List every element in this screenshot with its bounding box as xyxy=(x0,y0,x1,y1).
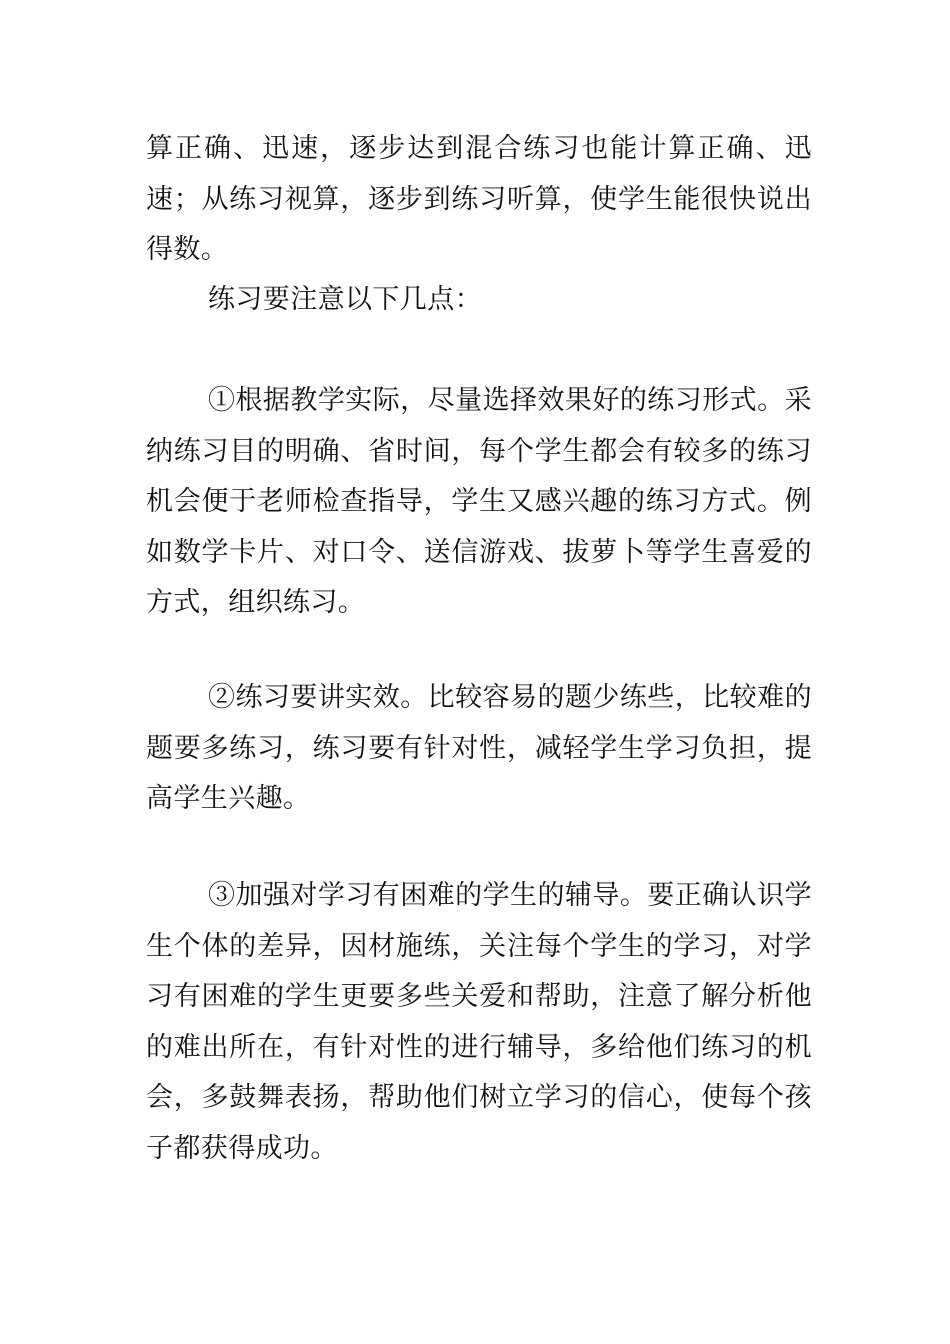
paragraph-point-3: ③加强对学习有困难的学生的辅导。要正确认识学生个体的差异，因材施练，关注每个学生的学习，对学习有困难的学生更要多些关爱和帮助，注意了解分析他的难出所在，有针对性的进行辅导，多给他们练习的机会，多鼓舞表扬，帮助他们树立学习的信心，使每个孩子都获得成功。 xyxy=(146,880,812,1164)
paragraph-continuation: 算正确、迅速，逐步达到混合练习也能计算正确、迅速；从练习视算，逐步到练习听算，使学生能很快说出得数。 xyxy=(146,133,812,265)
paragraph-practice-notes-heading: 练习要注意以下几点： xyxy=(208,284,482,315)
paragraph-point-1: ①根据教学实际，尽量选择效果好的练习形式。采纳练习目的明确、省时间，每个学生都会有较多的练习机会便于老师检查指导，学生又感兴趣的练习方式。例如数学卡片、对口令、送信游戏、拔萝卜等学生喜爱的方式，组织练习。 xyxy=(146,385,812,618)
paragraph-point-2: ②练习要讲实效。比较容易的题少练些，比较难的题要多练习，练习要有针对性，减轻学生学习负担，提高学生兴趣。 xyxy=(146,682,812,814)
